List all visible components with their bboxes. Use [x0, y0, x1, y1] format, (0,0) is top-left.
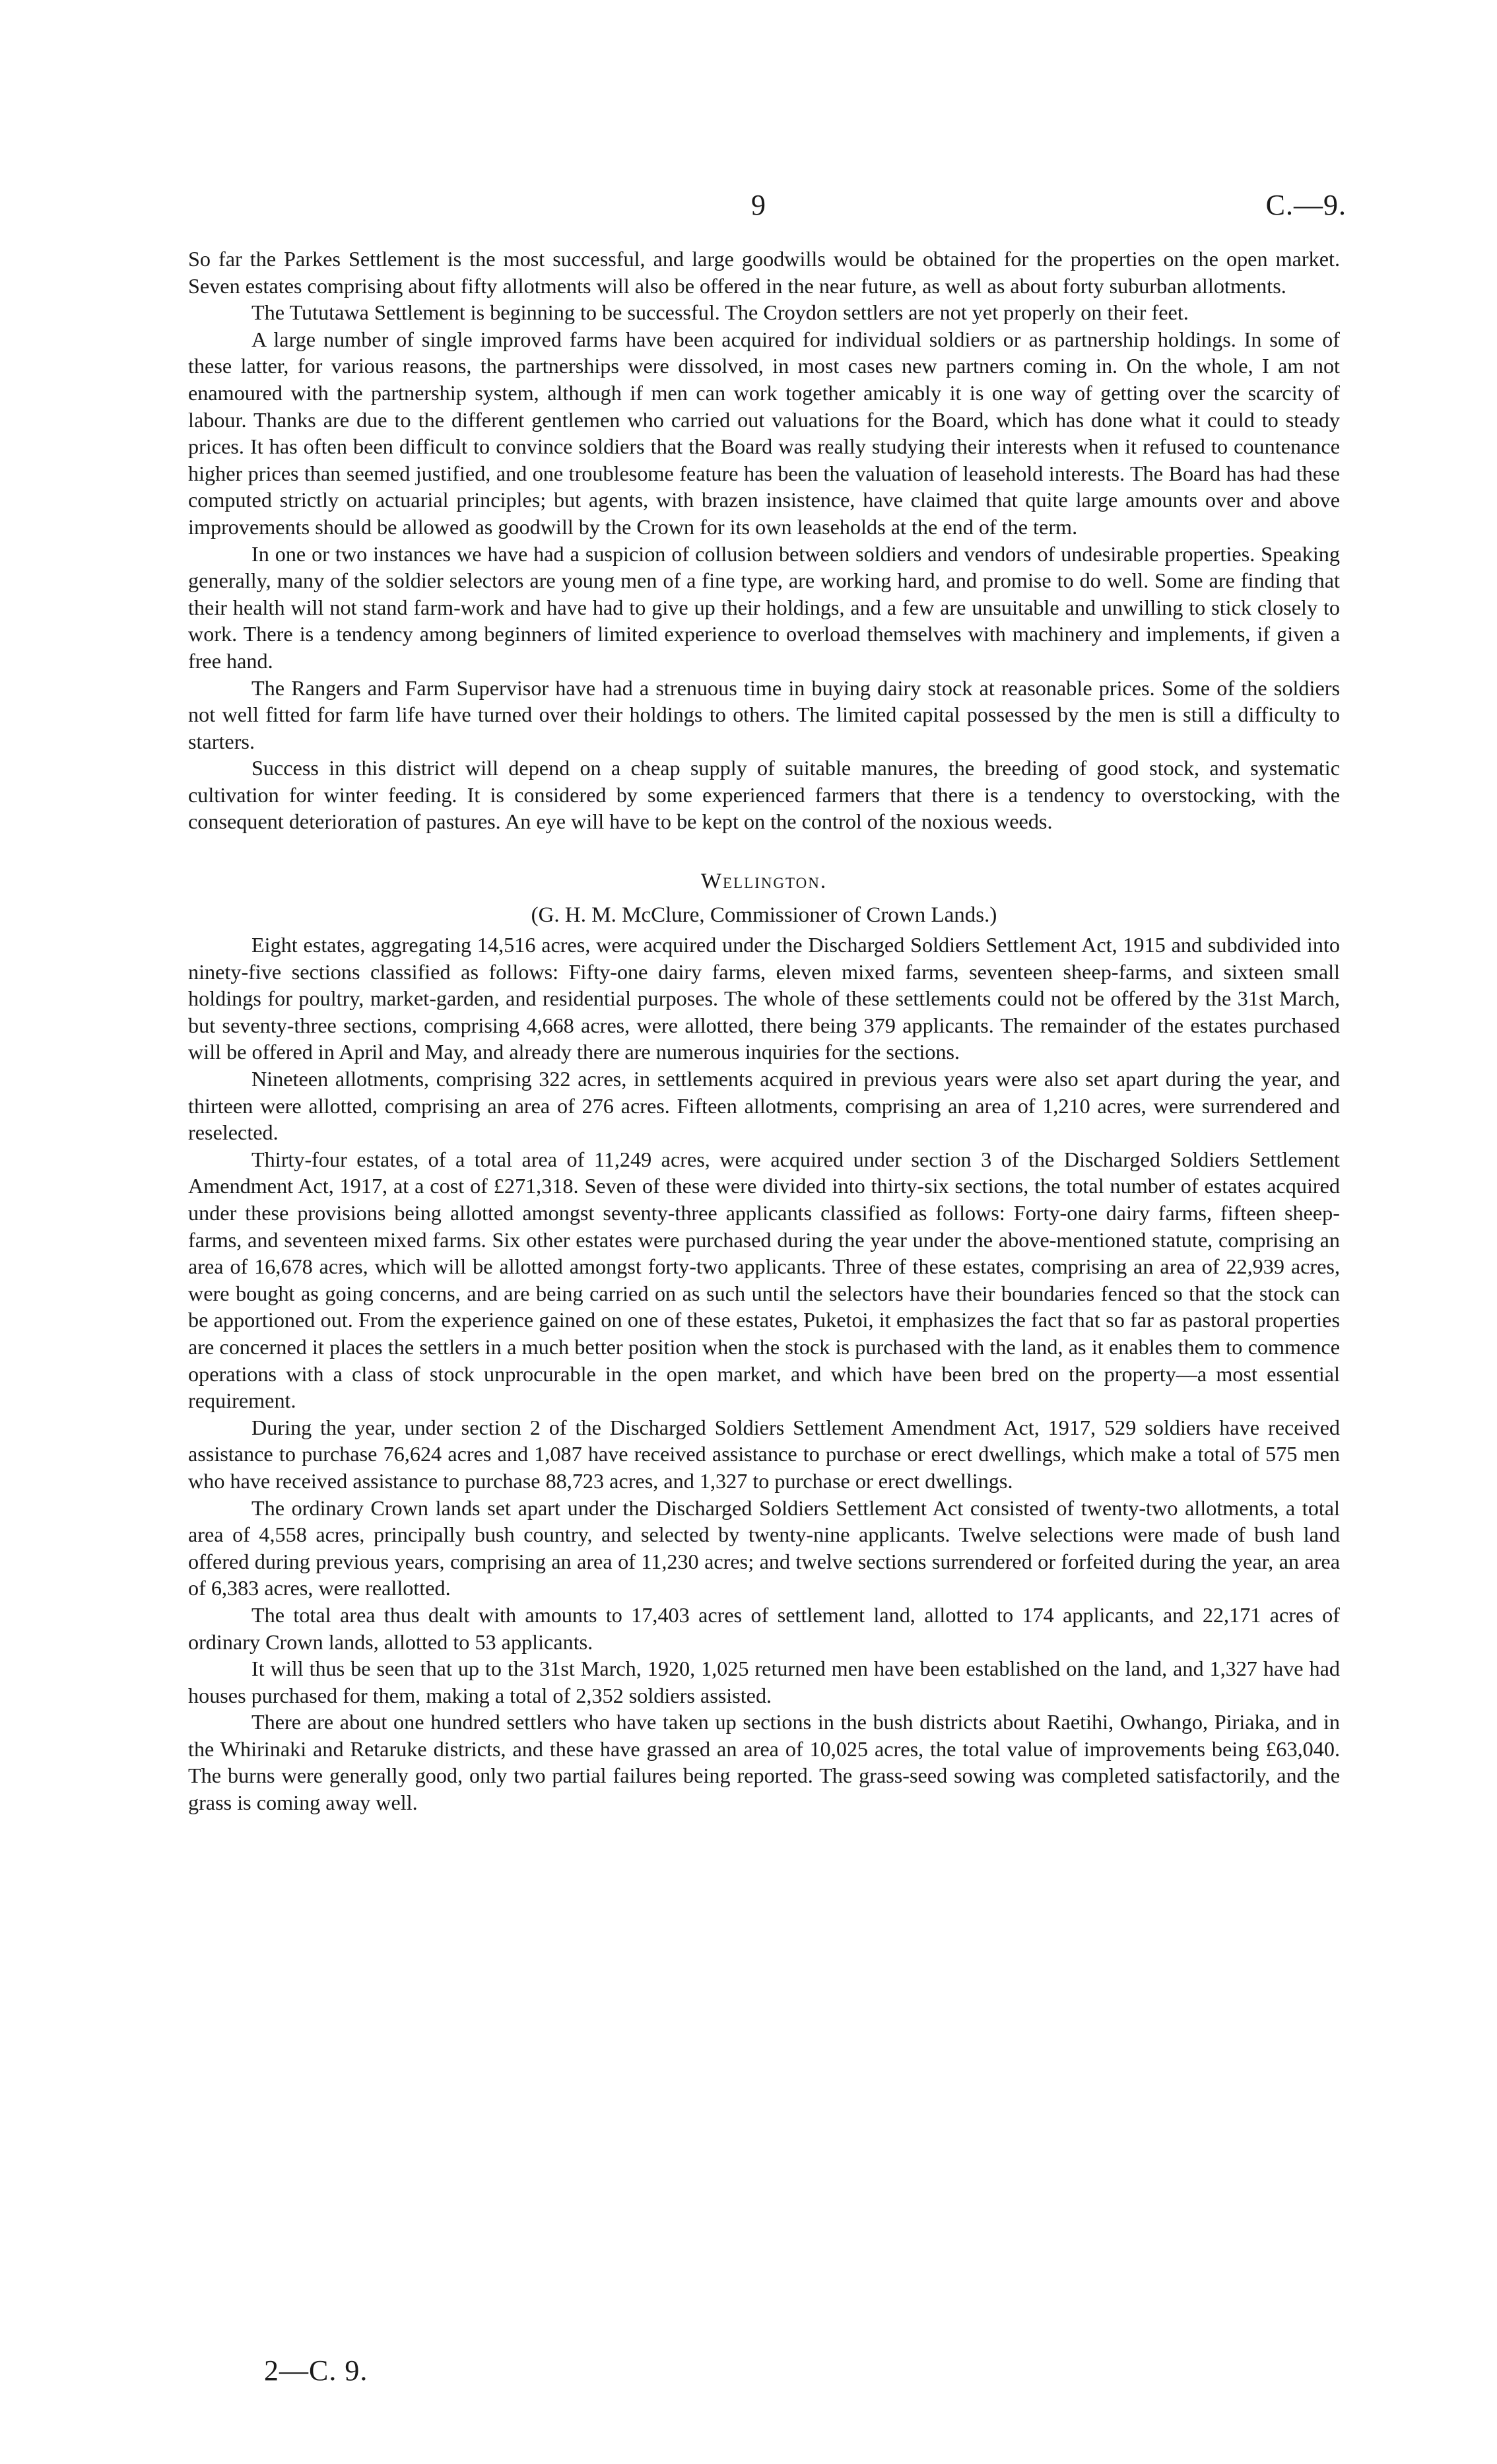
paragraph: The total area thus dealt with amounts to 17,403 acres of settlement land, allotted to 174 applicants, and 22,171 acres of ordinary Crown lands, allotted to 53 applicants. — [188, 1602, 1340, 1654]
paragraph: The Rangers and Farm Supervisor have had a strenuous time in buying dairy stock at reasonable prices. Some of the soldiers not well fitted for farm life have turned over their holdings to others. The limited capital possessed by the men is still a difficulty to starters. — [188, 675, 1340, 753]
paragraph: Eight estates, aggregating 14,516 acres, were acquired under the Discharged Soldiers Settlement Act, 1915 and subdivided into ninety-five sections classified as follows: Fifty-one dairy farms, eleven mixed farms, seventeen sheep-farms, and sixteen small holdings for poultry, market-garden, and residential purposes. The whole of these settlements could not be offered by the 31st March, but seventy-three sections, comprising 4,668 acres, were allotted, there being 379 applicants. The remainder of the estates purchased will be offered in April and May, and already there are numerous inquiries for the sections. — [188, 933, 1340, 1064]
paragraph: In one or two instances we have had a suspicion of collusion between soldiers and vendors of undesirable properties. Speaking generally, many of the soldier selectors are young men of a fine type, are working hard, and promise to do well. Some are finding that their health will not stand farm-work and have had to give up their holdings, and a few are unsuitable and unwilling to stick closely to work. There is a tendency among beginners of limited experience to overload themselves with machinery and implements, if given a free hand. — [188, 541, 1340, 673]
paragraph: It will thus be seen that up to the 31st March, 1920, 1,025 returned men have been established on the land, and 1,327 have had houses purchased for them, making a total of 2,352 soldiers assisted. — [188, 1657, 1340, 1707]
page-body — [188, 246, 1340, 1816]
paragraph: Thirty-four estates, of a total area of 11,249 acres, were acquired under section 3 of the Discharged Soldiers Settlement Amendment Act, 1917, at a cost of £271,318. Seven of these were divided into thirty-six sections, the total number of estates acquired under these provisions being allotted amongst seventy-three applicants classified as follows: Forty-one dairy farms, fifteen sheep-farms, and seventeen mixed farms. Six other estates were purchased during the year under the above-mentioned statute, comprising an area of 16,678 acres, which will be allotted amongst forty-two applicants. Three of these estates, comprising an area of 22,939 acres, were bought as going concerns, and are being carried on as such until the selectors have their boundaries fenced so that the stock can be apportioned out. From the experience gained on one of these estates, Puketoi, it emphasizes the fact that so far as pastoral properties are concerned it places the settlers in a much better position when the stock is purchased with the land, as it enables them to commence operations with a class of stock unprocurable in the open market, and which have been bred on the property—a most essential requirement. — [188, 1147, 1340, 1413]
document-reference: C.—9. — [1265, 189, 1347, 221]
page-number: 9 — [751, 189, 766, 221]
paragraph: The Tututawa Settlement is beginning to be successful. The Croydon settlers are not yet properly on their feet. — [251, 300, 1189, 325]
wellington-section — [188, 870, 1340, 1816]
parkes-section — [188, 246, 1340, 835]
paragraph: So far the Parkes Settlement is the most successful, and large goodwills would be obtained for the properties on the open market. Seven estates comprising about fifty allotments will also be offered in the near future, as well as about forty suburban allotments. — [188, 247, 1340, 298]
paragraph: Success in this district will depend on a cheap supply of suitable manures, the breeding of good stock, and systematic cultivation for winter feeding. It is considered by some experienced farmers that there is a tendency to overstocking, with the consequent deterioration of pastures. An eye will have to be kept on the control of the noxious weeds. — [188, 756, 1340, 834]
paragraph: There are about one hundred settlers who have taken up sections in the bush districts about Raetihi, Owhango, Piriaka, and in the Whirinaki and Retaruke districts, and these have grassed an area of 10,025 acres, the total value of improvements being £63,040. The burns were generally good, only two partial failures being reported. The grass-seed sowing was completed satisfactorily, and the grass is coming away well. — [188, 1710, 1340, 1815]
paragraph: Nineteen allotments, comprising 322 acres, in settlements acquired in previous years were also set apart during the year, and thirteen were allotted, comprising an area of 276 acres. Fifteen allotments, comprising an area of 1,210 acres, were surrendered and reselected. — [188, 1067, 1340, 1145]
section-subheading: (G. H. M. McClure, Commissioner of Crown Lands.) — [531, 903, 997, 928]
paragraph: The ordinary Crown lands set apart under the Discharged Soldiers Settlement Act consisted of twenty-two allotments, a total area of 4,558 acres, principally bush country, and selected by twenty-nine applicants. Twelve selections were made of bush land offered during previous years, comprising an area of 11,230 acres; and twelve sections surrendered or forfeited during the year, an area of 6,383 acres, were reallotted. — [188, 1495, 1340, 1600]
paragraph: A large number of single improved farms have been acquired for individual soldiers or as partnership holdings. In some of these latter, for various reasons, the partnerships were dissolved, in most cases new partners coming in. On the whole, I am not enamoured with the partnership system, although if men can work together amicably it is one way of getting over the scarcity of labour. Thanks are due to the different gentlemen who carried out valuations for the Board, which has done what it could to steady prices. It has often been difficult to convince soldiers that the Board was really studying their interests when it refused to countenance higher prices than seemed justified, and one troublesome feature has been the valuation of leasehold interests. The Board has had these computed strictly on actuarial principles; but agents, with brazen insistence, have claimed that quite large amounts over and above improvements should be allowed as goodwill by the Crown for its own leaseholds at the end of the term. — [188, 327, 1340, 539]
section-heading: Wellington. — [700, 870, 828, 894]
signature-mark: 2—C. 9. — [264, 2354, 368, 2387]
paragraph: During the year, under section 2 of the Discharged Soldiers Settlement Amendment Act, 1917, 529 soldiers have received assistance to purchase 76,624 acres and 1,087 have received assistance to purchase or erect dwellings, which make a total of 575 men who have received assistance to purchase 88,723 acres, and 1,327 to purchase or erect dwellings. — [188, 1415, 1340, 1493]
